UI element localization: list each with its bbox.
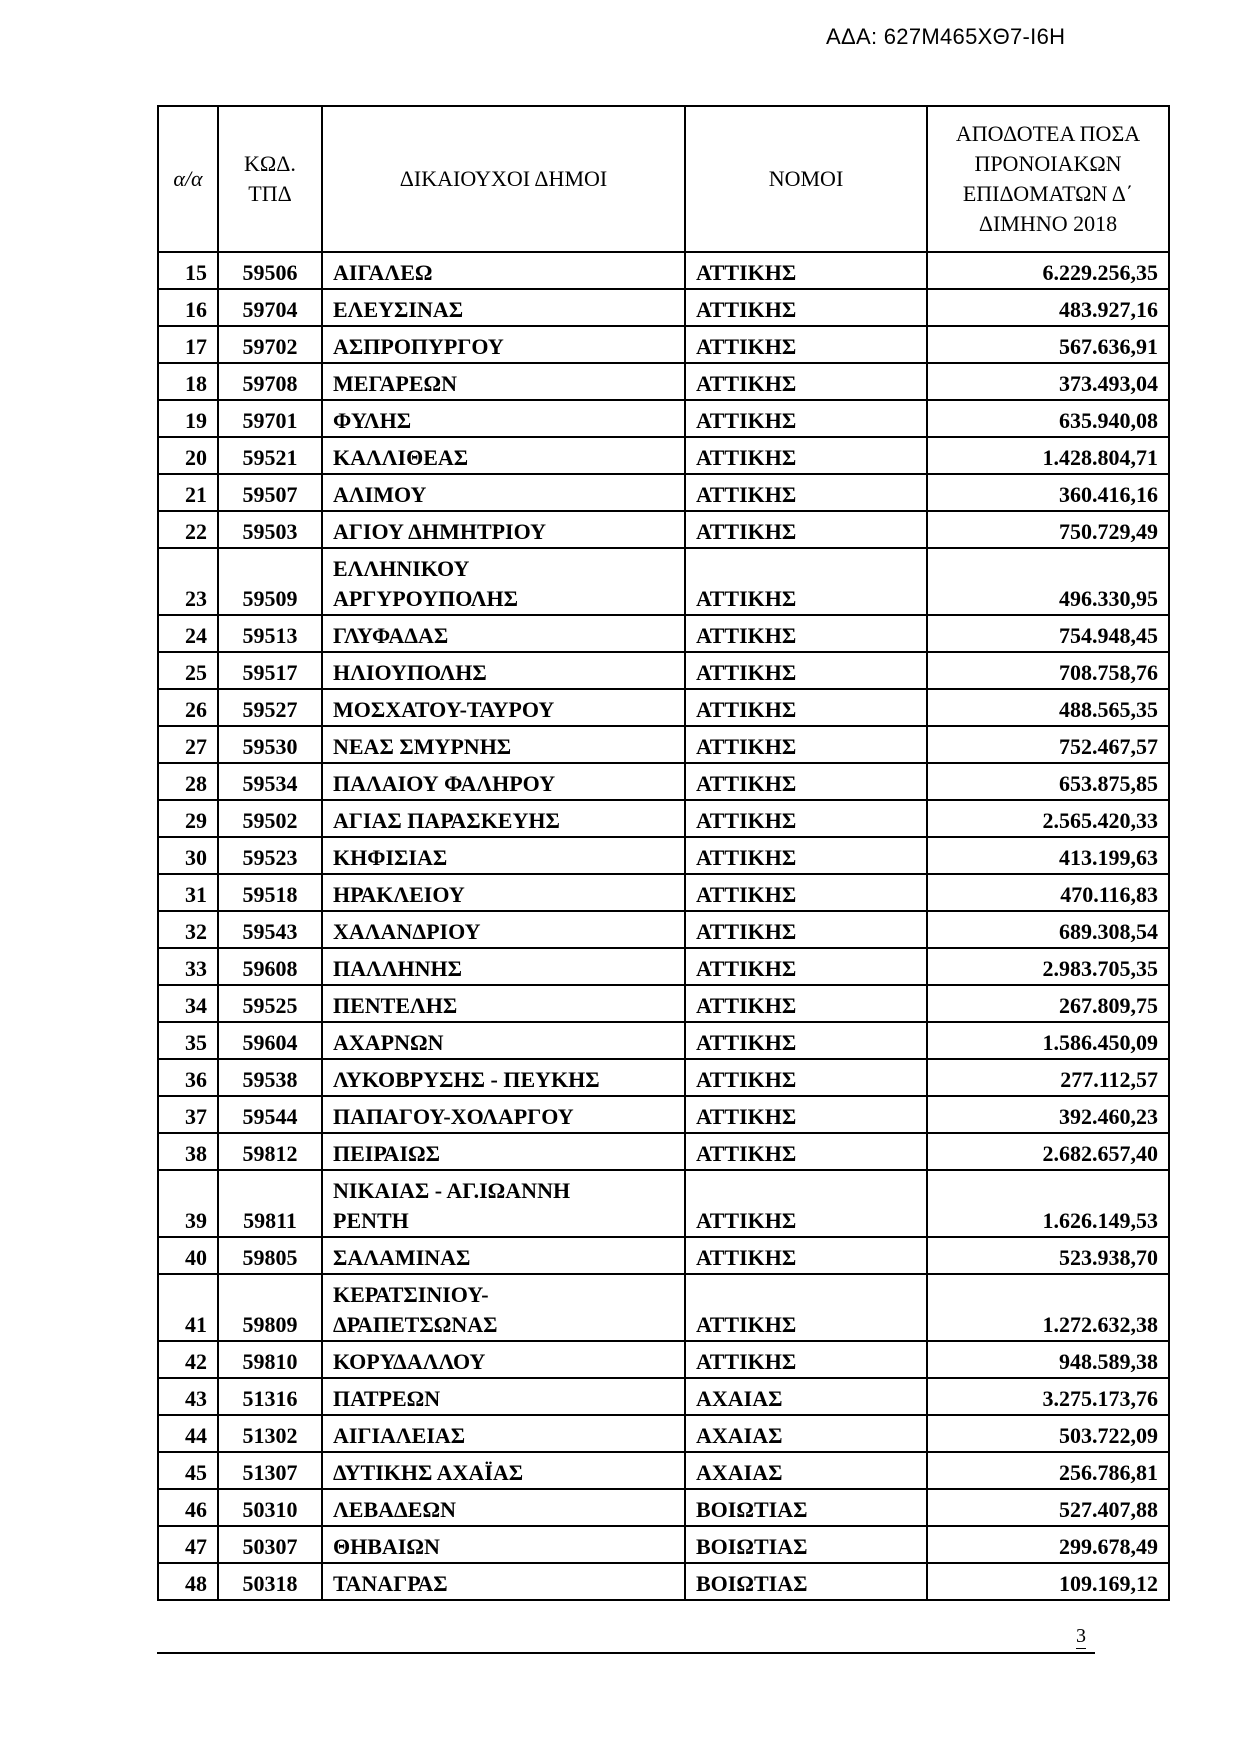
row-aa: 15	[158, 252, 218, 289]
table-row	[158, 474, 1169, 511]
ada-identifier: ΑΔΑ: 627Μ465ΧΘ7-Ι6Η	[826, 24, 1066, 49]
table-row	[158, 511, 1169, 548]
footer-rule	[157, 1652, 1095, 1654]
row-code: 59502	[218, 800, 322, 837]
row-code: 59608	[218, 948, 322, 985]
header-amount-line1: ΑΠΟΔΟΤΕΑ ΠΟΣΑ	[955, 121, 1141, 146]
row-code: 59525	[218, 985, 322, 1022]
table-row	[158, 1526, 1169, 1563]
table-row	[158, 726, 1169, 763]
table-row	[158, 437, 1169, 474]
row-amount: 2.565.420,33	[927, 800, 1169, 837]
row-amount: 750.729,49	[927, 511, 1169, 548]
row-code: 51307	[218, 1452, 322, 1489]
row-amount: 503.722,09	[927, 1415, 1169, 1452]
row-code: 51302	[218, 1415, 322, 1452]
table-row	[158, 1489, 1169, 1526]
row-amount: 708.758,76	[927, 652, 1169, 689]
row-aa: 25	[158, 652, 218, 689]
row-municipality: ΓΛΥΦΑΔΑΣ	[322, 615, 685, 652]
row-aa: 43	[158, 1378, 218, 1415]
row-municipality	[322, 1274, 685, 1341]
row-prefecture: ΑΤΤΙΚΗΣ	[685, 763, 927, 800]
row-amount: 653.875,85	[927, 763, 1169, 800]
row-prefecture: ΑΤΤΙΚΗΣ	[685, 1059, 927, 1096]
table-row	[158, 763, 1169, 800]
row-municipality: ΛΕΒΑΔΕΩΝ	[322, 1489, 685, 1526]
row-prefecture: ΑΤΤΙΚΗΣ	[685, 874, 927, 911]
row-municipality	[322, 1170, 685, 1237]
row-municipality-line2: ΑΡΓΥΡΟΥΠΟΛΗΣ	[333, 586, 518, 611]
row-municipality: ΚΑΛΛΙΘΕΑΣ	[322, 437, 685, 474]
row-prefecture: ΑΤΤΙΚΗΣ	[685, 985, 927, 1022]
table-row	[158, 1378, 1169, 1415]
row-aa: 17	[158, 326, 218, 363]
row-prefecture: ΑΤΤΙΚΗΣ	[685, 837, 927, 874]
row-aa: 26	[158, 689, 218, 726]
table-row	[158, 1563, 1169, 1600]
row-amount: 6.229.256,35	[927, 252, 1169, 289]
row-municipality: ΠΕΙΡΑΙΩΣ	[322, 1133, 685, 1170]
row-municipality: ΑΛΙΜΟΥ	[322, 474, 685, 511]
row-municipality: ΑΙΓΑΛΕΩ	[322, 252, 685, 289]
row-municipality: ΠΑΠΑΓΟΥ-ΧΟΛΑΡΓΟΥ	[322, 1096, 685, 1133]
row-municipality: ΑΓΙΟΥ ΔΗΜΗΤΡΙΟΥ	[322, 511, 685, 548]
row-prefecture: ΑΤΤΙΚΗΣ	[685, 1096, 927, 1133]
table-row	[158, 289, 1169, 326]
row-aa: 42	[158, 1341, 218, 1378]
row-code: 59513	[218, 615, 322, 652]
row-amount: 360.416,16	[927, 474, 1169, 511]
row-municipality: ΗΛΙΟΥΠΟΛΗΣ	[322, 652, 685, 689]
row-municipality: ΣΑΛΑΜΙΝΑΣ	[322, 1237, 685, 1274]
row-aa: 30	[158, 837, 218, 874]
row-prefecture: ΑΤΤΙΚΗΣ	[685, 689, 927, 726]
row-amount: 392.460,23	[927, 1096, 1169, 1133]
row-aa: 22	[158, 511, 218, 548]
row-prefecture: ΑΤΤΙΚΗΣ	[685, 1274, 927, 1341]
table-row	[158, 652, 1169, 689]
row-municipality: ΕΛΕΥΣΙΝΑΣ	[322, 289, 685, 326]
header-amount	[927, 106, 1169, 252]
row-code: 59604	[218, 1022, 322, 1059]
table-row	[158, 837, 1169, 874]
row-aa: 20	[158, 437, 218, 474]
row-municipality: ΚΟΡΥΔΑΛΛΟΥ	[322, 1341, 685, 1378]
row-prefecture: ΑΤΤΙΚΗΣ	[685, 615, 927, 652]
row-municipality: ΦΥΛΗΣ	[322, 400, 685, 437]
row-amount: 496.330,95	[927, 548, 1169, 615]
row-prefecture: ΑΧΑΙΑΣ	[685, 1378, 927, 1415]
row-prefecture: ΒΟΙΩΤΙΑΣ	[685, 1489, 927, 1526]
row-municipality	[322, 548, 685, 615]
row-code: 59509	[218, 548, 322, 615]
table-row	[158, 1096, 1169, 1133]
table-row	[158, 948, 1169, 985]
row-amount: 277.112,57	[927, 1059, 1169, 1096]
row-amount: 527.407,88	[927, 1489, 1169, 1526]
row-municipality: ΜΕΓΑΡΕΩΝ	[322, 363, 685, 400]
row-code: 50307	[218, 1526, 322, 1563]
table-row	[158, 326, 1169, 363]
row-code: 50310	[218, 1489, 322, 1526]
table-row	[158, 1133, 1169, 1170]
row-code: 59517	[218, 652, 322, 689]
table-row	[158, 1341, 1169, 1378]
row-aa: 18	[158, 363, 218, 400]
row-prefecture: ΒΟΙΩΤΙΑΣ	[685, 1563, 927, 1600]
row-code: 59702	[218, 326, 322, 363]
table-row	[158, 985, 1169, 1022]
table-row	[158, 1415, 1169, 1452]
allowances-table	[157, 105, 1170, 1601]
header-amount-line4: ΔΙΜΗΝΟ 2018	[978, 211, 1118, 236]
row-prefecture: ΑΤΤΙΚΗΣ	[685, 1133, 927, 1170]
table-row	[158, 1452, 1169, 1489]
row-amount: 470.116,83	[927, 874, 1169, 911]
row-aa: 39	[158, 1170, 218, 1237]
row-code: 59810	[218, 1341, 322, 1378]
row-amount: 256.786,81	[927, 1452, 1169, 1489]
row-aa: 37	[158, 1096, 218, 1133]
row-code: 59811	[218, 1170, 322, 1237]
row-aa: 40	[158, 1237, 218, 1274]
header-municipality: ΔΙΚΑΙΟΥΧΟΙ ΔΗΜΟΙ	[322, 106, 685, 252]
row-aa: 21	[158, 474, 218, 511]
row-municipality-line1: ΝΙΚΑΙΑΣ - ΑΓ.ΙΩΑΝΝΗ	[333, 1178, 571, 1203]
row-amount: 299.678,49	[927, 1526, 1169, 1563]
row-prefecture: ΑΤΤΙΚΗΣ	[685, 800, 927, 837]
row-municipality-line1: ΚΕΡΑΤΣΙΝΙΟΥ-	[333, 1282, 489, 1307]
header-code-line1: ΚΩΔ.	[244, 151, 296, 176]
row-aa: 32	[158, 911, 218, 948]
row-amount: 1.428.804,71	[927, 437, 1169, 474]
row-municipality: ΑΓΙΑΣ ΠΑΡΑΣΚΕΥΗΣ	[322, 800, 685, 837]
row-aa: 36	[158, 1059, 218, 1096]
row-prefecture: ΑΤΤΙΚΗΣ	[685, 326, 927, 363]
row-prefecture: ΑΤΤΙΚΗΣ	[685, 252, 927, 289]
row-aa: 41	[158, 1274, 218, 1341]
row-prefecture: ΑΤΤΙΚΗΣ	[685, 511, 927, 548]
table-row	[158, 252, 1169, 289]
row-amount: 752.467,57	[927, 726, 1169, 763]
row-aa: 29	[158, 800, 218, 837]
row-prefecture: ΑΤΤΙΚΗΣ	[685, 1341, 927, 1378]
row-municipality: ΗΡΑΚΛΕΙΟΥ	[322, 874, 685, 911]
row-code: 59805	[218, 1237, 322, 1274]
row-amount: 413.199,63	[927, 837, 1169, 874]
table-row	[158, 874, 1169, 911]
row-aa: 47	[158, 1526, 218, 1563]
row-code: 59530	[218, 726, 322, 763]
row-prefecture: ΑΤΤΙΚΗΣ	[685, 437, 927, 474]
table-row	[158, 548, 1169, 615]
row-amount: 1.272.632,38	[927, 1274, 1169, 1341]
row-amount: 488.565,35	[927, 689, 1169, 726]
table-row	[158, 800, 1169, 837]
row-amount: 483.927,16	[927, 289, 1169, 326]
row-code: 59523	[218, 837, 322, 874]
header-row	[158, 106, 1169, 252]
row-code: 59534	[218, 763, 322, 800]
row-municipality: ΑΣΠΡΟΠΥΡΓΟΥ	[322, 326, 685, 363]
row-code: 59518	[218, 874, 322, 911]
row-aa: 33	[158, 948, 218, 985]
row-code: 59704	[218, 289, 322, 326]
row-prefecture: ΑΤΤΙΚΗΣ	[685, 911, 927, 948]
header-amount-line3: ΕΠΙΔΟΜΑΤΩΝ Δ΄	[962, 181, 1134, 206]
row-code: 59527	[218, 689, 322, 726]
row-aa: 31	[158, 874, 218, 911]
row-amount: 523.938,70	[927, 1237, 1169, 1274]
row-prefecture: ΑΤΤΙΚΗΣ	[685, 726, 927, 763]
row-prefecture: ΑΤΤΙΚΗΣ	[685, 363, 927, 400]
row-municipality: ΠΑΛΑΙΟΥ ΦΑΛΗΡΟΥ	[322, 763, 685, 800]
row-prefecture: ΑΤΤΙΚΗΣ	[685, 289, 927, 326]
table-body	[158, 252, 1169, 1600]
row-code: 50318	[218, 1563, 322, 1600]
row-aa: 45	[158, 1452, 218, 1489]
row-aa: 27	[158, 726, 218, 763]
row-aa: 48	[158, 1563, 218, 1600]
row-amount: 109.169,12	[927, 1563, 1169, 1600]
row-aa: 44	[158, 1415, 218, 1452]
row-amount: 2.682.657,40	[927, 1133, 1169, 1170]
row-prefecture: ΑΧΑΙΑΣ	[685, 1452, 927, 1489]
table-row	[158, 363, 1169, 400]
row-municipality: ΜΟΣΧΑΤΟΥ-ΤΑΥΡΟΥ	[322, 689, 685, 726]
row-municipality: ΠΕΝΤΕΛΗΣ	[322, 985, 685, 1022]
row-aa: 34	[158, 985, 218, 1022]
header-aa: α/α	[158, 106, 218, 252]
row-aa: 38	[158, 1133, 218, 1170]
row-amount: 1.586.450,09	[927, 1022, 1169, 1059]
table-header	[158, 106, 1169, 252]
table-row	[158, 689, 1169, 726]
row-code: 59812	[218, 1133, 322, 1170]
row-municipality: ΔΥΤΙΚΗΣ ΑΧΑΪΑΣ	[322, 1452, 685, 1489]
row-amount: 3.275.173,76	[927, 1378, 1169, 1415]
row-amount: 373.493,04	[927, 363, 1169, 400]
table-row	[158, 1059, 1169, 1096]
row-municipality: ΤΑΝΑΓΡΑΣ	[322, 1563, 685, 1600]
row-municipality-line1: ΕΛΛΗΝΙΚΟΥ	[333, 556, 470, 581]
row-municipality-line2: ΡΕΝΤΗ	[333, 1208, 409, 1233]
header-amount-line2: ΠΡΟΝΟΙΑΚΩΝ	[974, 151, 1122, 176]
table-row	[158, 1170, 1169, 1237]
row-amount: 689.308,54	[927, 911, 1169, 948]
table-row	[158, 615, 1169, 652]
row-amount: 267.809,75	[927, 985, 1169, 1022]
row-municipality: ΑΙΓΙΑΛΕΙΑΣ	[322, 1415, 685, 1452]
row-amount: 948.589,38	[927, 1341, 1169, 1378]
table-row	[158, 400, 1169, 437]
row-municipality: ΑΧΑΡΝΩΝ	[322, 1022, 685, 1059]
row-aa: 35	[158, 1022, 218, 1059]
row-aa: 23	[158, 548, 218, 615]
row-prefecture: ΑΤΤΙΚΗΣ	[685, 400, 927, 437]
row-amount: 635.940,08	[927, 400, 1169, 437]
table-row	[158, 1274, 1169, 1341]
header-code	[218, 106, 322, 252]
row-amount: 567.636,91	[927, 326, 1169, 363]
row-aa: 19	[158, 400, 218, 437]
row-code: 59543	[218, 911, 322, 948]
row-code: 59809	[218, 1274, 322, 1341]
header-prefecture: ΝΟΜΟΙ	[685, 106, 927, 252]
row-code: 59544	[218, 1096, 322, 1133]
row-prefecture: ΑΤΤΙΚΗΣ	[685, 1170, 927, 1237]
row-code: 59708	[218, 363, 322, 400]
row-municipality: ΘΗΒΑΙΩΝ	[322, 1526, 685, 1563]
row-prefecture: ΑΤΤΙΚΗΣ	[685, 652, 927, 689]
row-aa: 16	[158, 289, 218, 326]
row-prefecture: ΑΤΤΙΚΗΣ	[685, 1237, 927, 1274]
row-code: 59538	[218, 1059, 322, 1096]
row-aa: 24	[158, 615, 218, 652]
row-prefecture: ΑΤΤΙΚΗΣ	[685, 948, 927, 985]
row-code: 59507	[218, 474, 322, 511]
row-municipality: ΠΑΤΡΕΩΝ	[322, 1378, 685, 1415]
row-municipality: ΚΗΦΙΣΙΑΣ	[322, 837, 685, 874]
row-amount: 1.626.149,53	[927, 1170, 1169, 1237]
page-number: 3	[1076, 1625, 1086, 1647]
row-municipality: ΝΕΑΣ ΣΜΥΡΝΗΣ	[322, 726, 685, 763]
row-code: 51316	[218, 1378, 322, 1415]
table-row	[158, 911, 1169, 948]
row-amount: 754.948,45	[927, 615, 1169, 652]
row-prefecture: ΑΤΤΙΚΗΣ	[685, 1022, 927, 1059]
row-code: 59503	[218, 511, 322, 548]
table-row	[158, 1022, 1169, 1059]
row-aa: 28	[158, 763, 218, 800]
row-prefecture: ΑΤΤΙΚΗΣ	[685, 548, 927, 615]
row-aa: 46	[158, 1489, 218, 1526]
row-prefecture: ΑΤΤΙΚΗΣ	[685, 474, 927, 511]
row-municipality: ΧΑΛΑΝΔΡΙΟΥ	[322, 911, 685, 948]
row-code: 59521	[218, 437, 322, 474]
row-code: 59506	[218, 252, 322, 289]
row-prefecture: ΑΧΑΙΑΣ	[685, 1415, 927, 1452]
row-municipality-line2: ΔΡΑΠΕΤΣΩΝΑΣ	[333, 1312, 498, 1337]
row-code: 59701	[218, 400, 322, 437]
row-amount: 2.983.705,35	[927, 948, 1169, 985]
row-prefecture: ΒΟΙΩΤΙΑΣ	[685, 1526, 927, 1563]
table-row	[158, 1237, 1169, 1274]
row-municipality: ΠΑΛΛΗΝΗΣ	[322, 948, 685, 985]
row-municipality: ΛΥΚΟΒΡΥΣΗΣ - ΠΕΥΚΗΣ	[322, 1059, 685, 1096]
header-code-line2: ΤΠΔ	[248, 181, 292, 206]
